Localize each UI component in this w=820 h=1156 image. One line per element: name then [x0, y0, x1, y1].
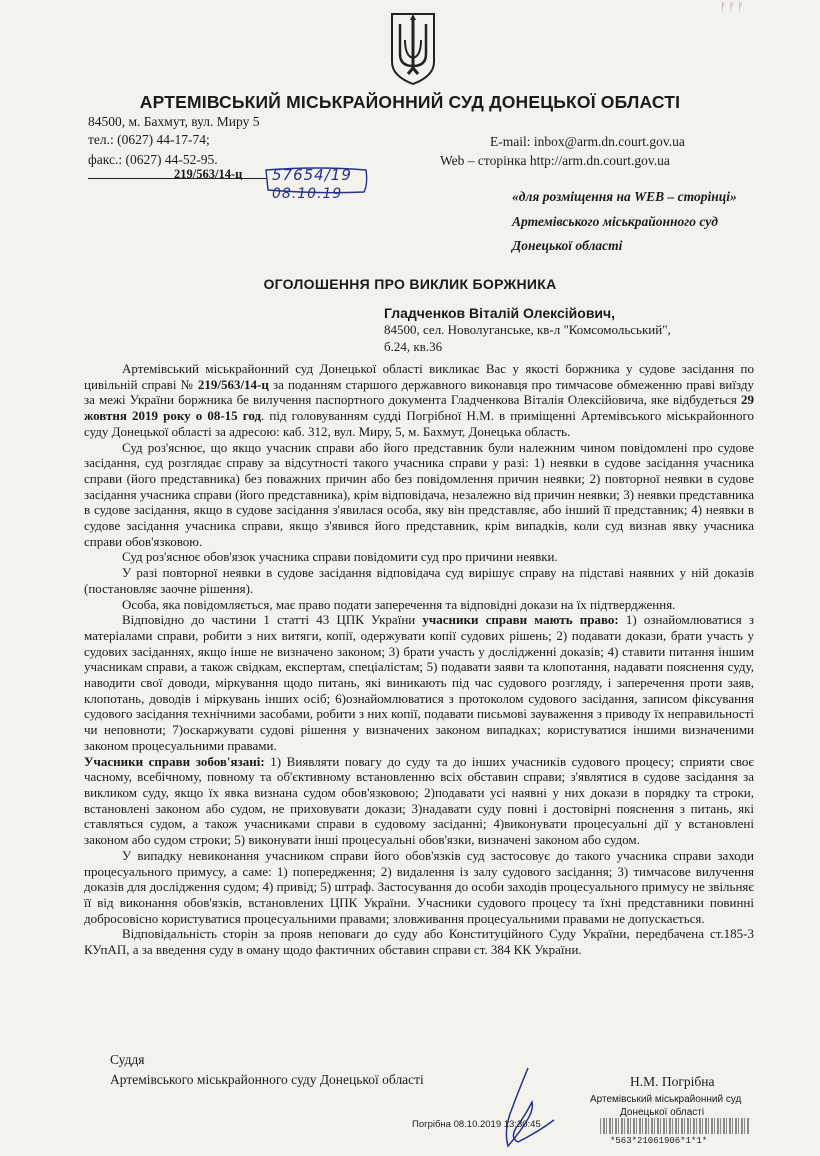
recipient-line-2: Артемівського міськрайонного суд: [512, 214, 718, 229]
handwritten-date: 08.10.19: [272, 186, 343, 202]
debtor-address-line-1: 84500, сел. Новолуганське, кв-л "Комсомольський",: [384, 322, 671, 337]
recipient-line-1: «для розміщення на WEB – сторінці»: [512, 189, 737, 204]
announcement-title: ОГОЛОШЕННЯ ПРО ВИКЛИК БОРЖНИКА: [263, 276, 557, 292]
debtor-address: [384, 321, 714, 355]
paragraph-duties: Учасники справи зобов'язані: 1) Виявляти повагу до суду та до інших учасників судового процесу; сприяти своє часному, всебічному, повному та об'єктивному встановленню всіх обставин справи; з'являтися в судове засідання за викликом суду, якщо їх явка визнана судом обов'язковою; 2)подавати усі наявні у них докази в порядку та строки, встановлені законом або судом, не приховувати докази; 3)надавати суду повні і достовірні пояснення з питань, які ставляться судом, а також учасниками справи в судовому засіданні; 4)виконувати процесуальні дії у встановлені законом або судом строки; 5) виконувати інші процесуальні обов'язки, визначені законом або судом.: [84, 753, 755, 848]
paragraph-repeat-absence: У разі повторної неявки в судове засідання відповідача суд вирішує справу на підставі наявних у ній доказів (постановляє заочне рішення).: [84, 565, 754, 596]
corner-mark: ᚠ ᚠ ᚠ: [720, 2, 744, 13]
handwritten-number: 57654/19: [272, 166, 352, 184]
court-address: 84500, м. Бахмут, вул. Миру 5: [88, 114, 260, 129]
handwritten-registration: [258, 164, 374, 214]
barcode-text: *563*21061906*1*1*: [610, 1136, 708, 1146]
paragraph-notify: Суд роз'яснює обов'язок учасника справи повідомити суд про причини неявки.: [122, 549, 558, 565]
signature-court: Артемівського міськрайонного суду Донецької області: [110, 1072, 424, 1087]
paragraph-coercion: У випадку невиконання учасником справи його обов'язків суд застосовує до такого учасника справи заходи процесуального примусу, а саме: 1) попередження; 2) видалення із залу судового засідання; 3) тимчасове вилучення доказів для дослідження судом; 4) привід; 5) штраф. Застосування до особи заходів процесуального примусу не звільняє її від виконання обов'язків, встановлених ЦПК України. Учасники судового процесу та їхні представники повинні добросовісно користуватися процесуальними правами; зловживання процесуальними правами не допускається.: [84, 847, 754, 926]
debtor-address-line-2: б.24, кв.36: [384, 339, 443, 354]
stamp-court-line-1: Артемівський міськрайонний суд: [590, 1094, 742, 1105]
paragraph-objection: Особа, яка повідомляється, має право подати заперечення та відповідні докази на їх підтвердження.: [122, 596, 676, 612]
handwritten-signature-icon: [480, 1062, 570, 1152]
court-web: Web – сторінка http://arm.dn.court.gov.ua: [440, 153, 670, 168]
paragraph-summons: Артемівський міськрайонний суд Донецької області викликає Вас у якості боржника у судове засідання по цивільній справі № 219/563/14-ц за поданням старшого державного виконавця про тимчасове обмеженню праві виїзду за межі України боржника бе вилучення паспортного документа Гладченкова Віталія Олексійовича, яке відбудеться 29 жовтня 2019 року о 08-15 год. під головуванням судді Погрібної Н.М. в приміщенні Артемівського міськрайонного суду Донецької області за адресою: каб. 312, вул. Миру, 5, м. Бахмут, Донецька область.: [84, 361, 754, 439]
stamp-court-line-2: Донецької області: [620, 1107, 705, 1118]
court-fax: факс.: (0627) 44-52-95.: [88, 152, 218, 167]
paragraph-liability: Відповідальність сторін за прояв неповаги до суду або Конституційного Суду України, передбачена ст.185-3 КУпАП, а за введення суду в оману щодо фактичних обставин справи ст. 384 КК України.: [84, 926, 754, 958]
case-number: 219/563/14-ц: [197, 376, 269, 392]
paragraph-rights: Відповідно до частини 1 статті 43 ЦПК України учасники справи мають право: 1) ознайомлюватися з матеріалами справи, робити з них витяги, копії, одержувати копії судових рішень; 2) подавати докази, брати участь у судових засіданнях, якщо інше не визначено законом; 3) брати участь у дослідженні доказів; 4) ставити питання іншим учасникам справи, а також свідкам, експертам, спеціалістам; 5) подавати заяви та клопотання, надавати пояснення суду, наводити свої доводи, міркування щодо питань, які виникають під час судового розгляду, і заперечення проти заяв, клопотань, доводів і міркувань інших осіб; 6)ознайомлюватися з протоколом судового засідання, записом фіксування судового засідання технічними засобами, робити з них копії, подавати письмові зауваження з приводу їх неправильності чи неповноти; 7)оскаржувати судові рішення у визначених законом випадках; користуватися іншими визначеними законом процесуальними правами.: [84, 612, 755, 753]
announcement-body: [84, 361, 754, 958]
outgoing-number: 219/563/14-ц: [174, 167, 243, 181]
recipient-line-3: Донецької області: [512, 238, 623, 253]
barcode-icon: [600, 1118, 750, 1134]
signature-title: Суддя: [110, 1052, 145, 1067]
court-phone: тел.: (0627) 44-17-74;: [88, 132, 210, 147]
judge-name: Н.М. Погрібна: [630, 1074, 715, 1089]
court-name: АРТЕМІВСЬКИЙ МІСЬКРАЙОННИЙ СУД ДОНЕЦЬКОЇ ОБЛАСТІ: [139, 92, 681, 112]
electronic-signature-tag: Погрібна 08.10.2019 13:30:45: [412, 1119, 541, 1130]
debtor-name: Гладченков Віталій Олексійович,: [384, 305, 616, 321]
court-email: E-mail: inbox@arm.dn.court.gov.ua: [490, 134, 685, 149]
hearing-date: 29 жовтня 2019 року о 08-15 год: [84, 392, 754, 424]
paragraph-absence: Суд роз'яснює, що якщо учасник справи або його представник були належним чином повідомлені про судове засідання, суд розглядає справу за відсутності такого учасника справи у разі: 1) неявки в судове засідання учасника справи (його представника) без поважних причин або без повідомлення причин неявки; 2) повторної неявки в судове засідання учасника справи (його представника), крім відповідача, незалежно від причин неявки; 3) неявки представника в судове засідання, якщо в судове засідання з'явилася особа, яку він представляє, або інший її представник; 4) неявки в судове засідання учасника справи, якщо з'явився його представник, крім випадків, коли суд визнав явку учасника справи обов'язковою.: [84, 439, 754, 549]
trident-emblem-icon: [388, 10, 438, 86]
